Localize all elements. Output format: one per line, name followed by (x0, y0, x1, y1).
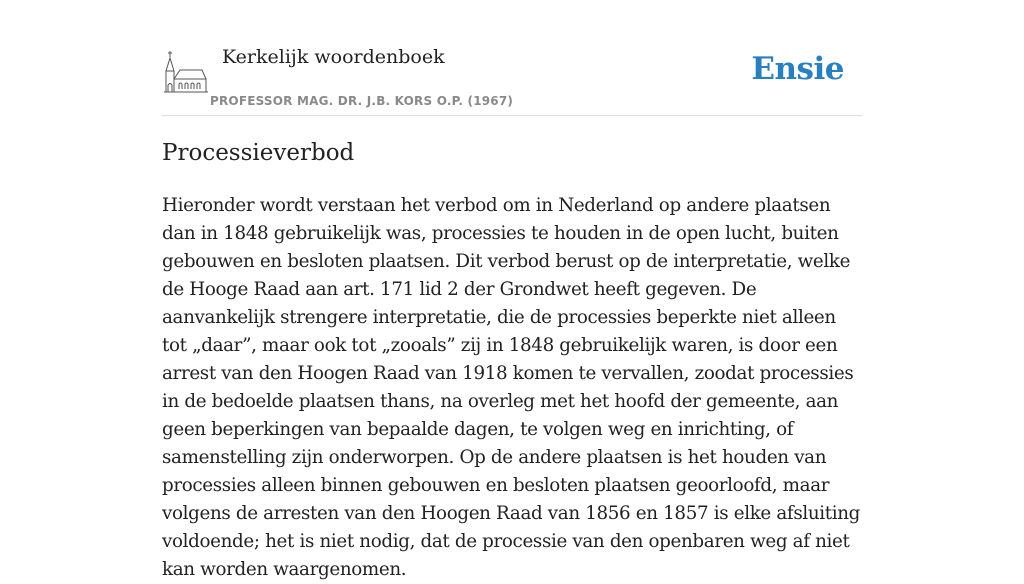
entry-title: Processieverbod (162, 140, 355, 166)
brand-logo[interactable]: Ensie (751, 51, 844, 87)
site-header (162, 40, 862, 116)
church-icon[interactable] (164, 49, 208, 95)
book-title[interactable]: Kerkelijk woordenboek (222, 46, 445, 68)
author-line: PROFESSOR MAG. DR. J.B. KORS O.P. (1967) (210, 94, 514, 108)
entry-body: Hieronder wordt verstaan het verbod om in Nederland op andere plaatsen dan in 1848 gebruikelijk was, processies te houden in de open lucht, buiten gebouwen en besloten plaatsen. Dit verbod berust op de interpretatie, welke de Hooge Raad aan art. 171 lid 2 der Grondwet heeft gegeven. De aanvankelijk strengere interpretatie, die de processies beperkte niet alleen tot „daar”, maar ook tot „zooals” zij in 1848 gebruikelijk waren, is door een arrest van den Hoogen Raad van 1918 komen te vervallen, zoodat processies in de bedoelde plaatsen thans, na overleg met het hoofd der gemeente, aan geen beperkingen van bepaalde dagen, te volgen weg en inrichting, of samenstelling zijn onderworpen. Op de andere plaatsen is het houden van processies alleen binnen gebouwen en besloten plaatsen geoorloofd, maar volgens de arresten van den Hoogen Raad van 1856 en 1857 is elke afsluiting voldoende; het is niet nodig, dat de processie van den openbaren weg af niet kan worden waargenomen. (162, 195, 861, 580)
